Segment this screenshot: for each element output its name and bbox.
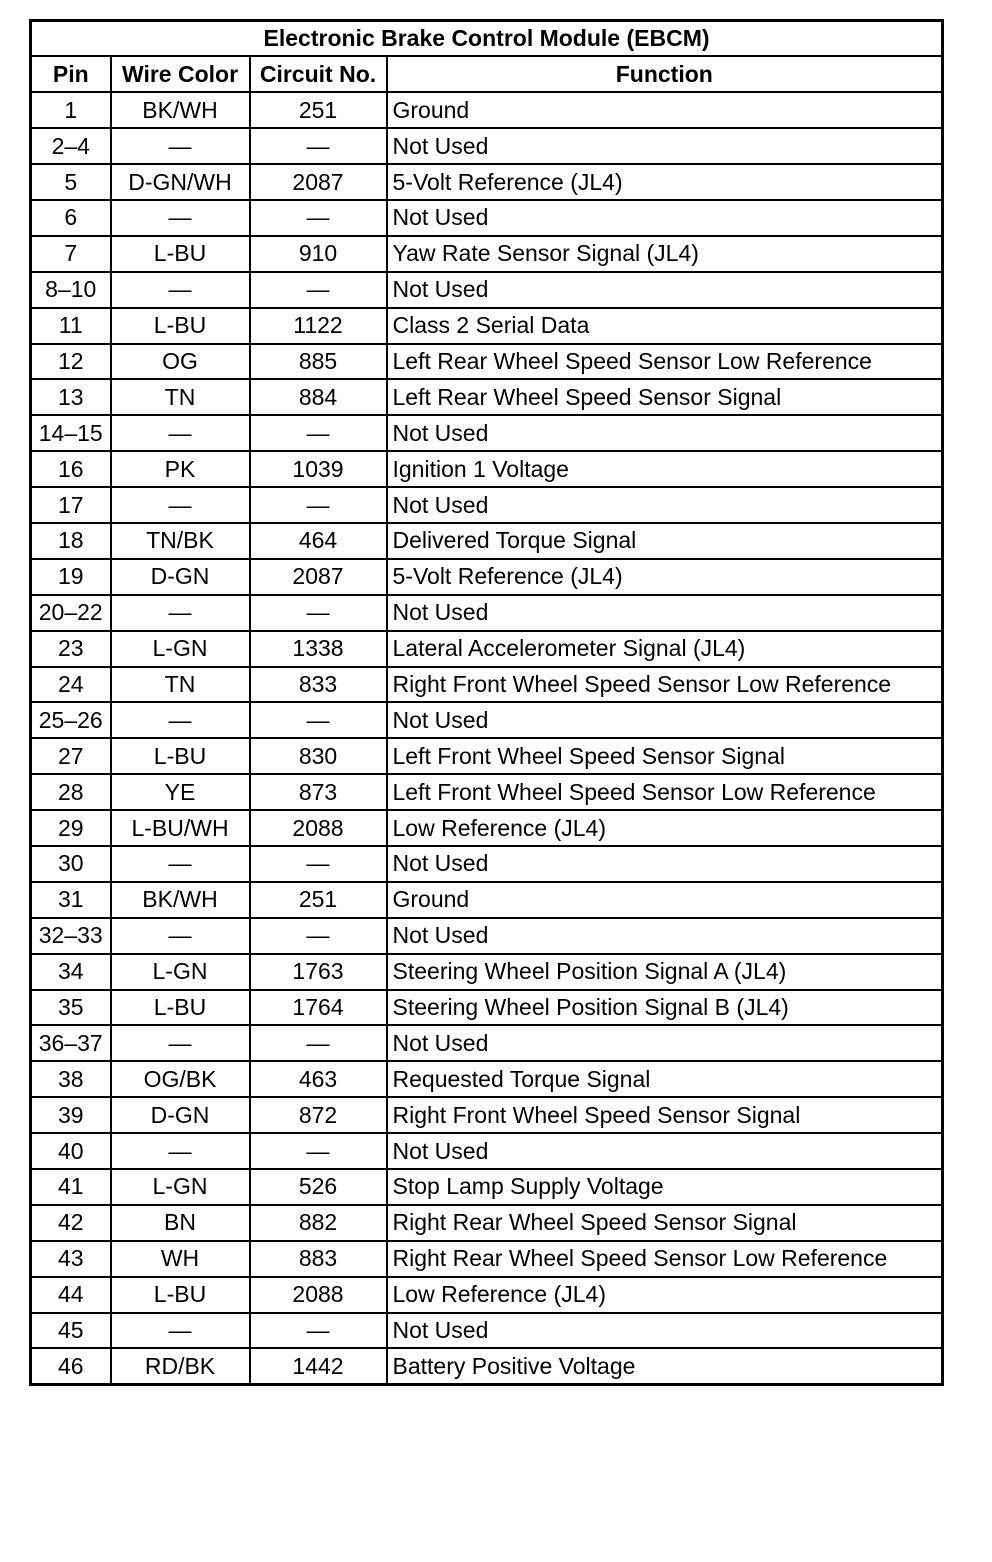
function-cell: Ignition 1 Voltage [387, 451, 943, 487]
function-cell: Requested Torque Signal [387, 1061, 943, 1097]
function-cell: Steering Wheel Position Signal B (JL4) [387, 990, 943, 1026]
pin-cell: 11 [31, 308, 111, 344]
circuit-no-cell: 251 [250, 92, 387, 128]
header-pin: Pin [31, 56, 111, 92]
function-cell: Right Front Wheel Speed Sensor Signal [387, 1097, 943, 1133]
pin-cell: 1 [31, 92, 111, 128]
table-row [31, 1241, 943, 1277]
function-cell: Left Front Wheel Speed Sensor Low Reference [387, 774, 943, 810]
pin-cell: 46 [31, 1348, 111, 1384]
pin-cell: 35 [31, 990, 111, 1026]
table-row [31, 523, 943, 559]
function-cell: 5-Volt Reference (JL4) [387, 164, 943, 200]
table-row [31, 631, 943, 667]
wire-color-cell: BN [111, 1205, 250, 1241]
table-title: Electronic Brake Control Module (EBCM) [31, 21, 943, 57]
wire-color-cell: BK/WH [111, 882, 250, 918]
circuit-no-cell: — [250, 128, 387, 164]
wire-color-cell: — [111, 702, 250, 738]
wire-color-cell: L-BU [111, 308, 250, 344]
function-cell: Not Used [387, 487, 943, 523]
table-row [31, 1025, 943, 1061]
circuit-no-cell: — [250, 200, 387, 236]
wire-color-cell: L-BU [111, 738, 250, 774]
wire-color-cell: PK [111, 451, 250, 487]
wire-color-cell: RD/BK [111, 1348, 250, 1384]
function-cell: Battery Positive Voltage [387, 1348, 943, 1384]
wire-color-cell: D-GN [111, 559, 250, 595]
pin-cell: 38 [31, 1061, 111, 1097]
table-row [31, 164, 943, 200]
circuit-no-cell: 884 [250, 379, 387, 415]
table-row [31, 595, 943, 631]
table-row [31, 882, 943, 918]
function-cell: Ground [387, 882, 943, 918]
circuit-no-cell: 1442 [250, 1348, 387, 1384]
wire-color-cell: L-GN [111, 1169, 250, 1205]
table-row [31, 667, 943, 703]
pin-cell: 14–15 [31, 415, 111, 451]
pin-cell: 17 [31, 487, 111, 523]
function-cell: Left Front Wheel Speed Sensor Signal [387, 738, 943, 774]
function-cell: Low Reference (JL4) [387, 810, 943, 846]
table-row [31, 1133, 943, 1169]
circuit-no-cell: — [250, 1133, 387, 1169]
circuit-no-cell: — [250, 846, 387, 882]
wire-color-cell: — [111, 1313, 250, 1349]
table-row [31, 451, 943, 487]
header-function: Function [387, 56, 943, 92]
function-cell: Ground [387, 92, 943, 128]
function-cell: Not Used [387, 918, 943, 954]
function-cell: Lateral Accelerometer Signal (JL4) [387, 631, 943, 667]
table-row [31, 1313, 943, 1349]
pin-cell: 7 [31, 236, 111, 272]
circuit-no-cell: — [250, 702, 387, 738]
function-cell: Right Rear Wheel Speed Sensor Signal [387, 1205, 943, 1241]
circuit-no-cell: — [250, 595, 387, 631]
pin-cell: 42 [31, 1205, 111, 1241]
wire-color-cell: — [111, 846, 250, 882]
table-row [31, 774, 943, 810]
circuit-no-cell: 1338 [250, 631, 387, 667]
pin-cell: 40 [31, 1133, 111, 1169]
circuit-no-cell: 464 [250, 523, 387, 559]
wire-color-cell: OG/BK [111, 1061, 250, 1097]
table-row [31, 272, 943, 308]
wire-color-cell: — [111, 200, 250, 236]
function-cell: Class 2 Serial Data [387, 308, 943, 344]
circuit-no-cell: — [250, 415, 387, 451]
circuit-no-cell: 2088 [250, 1277, 387, 1313]
wire-color-cell: TN [111, 379, 250, 415]
function-cell: Left Rear Wheel Speed Sensor Low Reference [387, 344, 943, 380]
circuit-no-cell: 463 [250, 1061, 387, 1097]
function-cell: Not Used [387, 595, 943, 631]
table-row [31, 954, 943, 990]
circuit-no-cell: 833 [250, 667, 387, 703]
function-cell: Low Reference (JL4) [387, 1277, 943, 1313]
function-cell: Yaw Rate Sensor Signal (JL4) [387, 236, 943, 272]
table-row [31, 92, 943, 128]
wire-color-cell: TN/BK [111, 523, 250, 559]
table-row [31, 1205, 943, 1241]
circuit-no-cell: 526 [250, 1169, 387, 1205]
circuit-no-cell: 2087 [250, 164, 387, 200]
circuit-no-cell: 910 [250, 236, 387, 272]
table-row [31, 236, 943, 272]
wire-color-cell: L-BU/WH [111, 810, 250, 846]
function-cell: Not Used [387, 1133, 943, 1169]
wire-color-cell: L-BU [111, 990, 250, 1026]
wire-color-cell: D-GN [111, 1097, 250, 1133]
wire-color-cell: OG [111, 344, 250, 380]
pin-cell: 44 [31, 1277, 111, 1313]
pin-cell: 13 [31, 379, 111, 415]
pin-cell: 6 [31, 200, 111, 236]
table-row [31, 128, 943, 164]
table-row [31, 990, 943, 1026]
pin-cell: 20–22 [31, 595, 111, 631]
circuit-no-cell: 873 [250, 774, 387, 810]
wire-color-cell: L-BU [111, 236, 250, 272]
function-cell: Right Rear Wheel Speed Sensor Low Reference [387, 1241, 943, 1277]
table-row [31, 918, 943, 954]
function-cell: Not Used [387, 415, 943, 451]
circuit-no-cell: 883 [250, 1241, 387, 1277]
wire-color-cell: YE [111, 774, 250, 810]
circuit-no-cell: 1039 [250, 451, 387, 487]
circuit-no-cell: 1122 [250, 308, 387, 344]
function-cell: Right Front Wheel Speed Sensor Low Reference [387, 667, 943, 703]
wire-color-cell: — [111, 415, 250, 451]
table-row [31, 1277, 943, 1313]
table-row [31, 559, 943, 595]
pin-cell: 28 [31, 774, 111, 810]
wire-color-cell: L-BU [111, 1277, 250, 1313]
function-cell: Not Used [387, 272, 943, 308]
pin-cell: 18 [31, 523, 111, 559]
wire-color-cell: L-GN [111, 954, 250, 990]
pin-cell: 23 [31, 631, 111, 667]
table-row [31, 1061, 943, 1097]
wire-color-cell: L-GN [111, 631, 250, 667]
function-cell: Not Used [387, 128, 943, 164]
ebcm-pinout-table [29, 19, 944, 1386]
table-row [31, 1097, 943, 1133]
circuit-no-cell: — [250, 1025, 387, 1061]
table-row [31, 1169, 943, 1205]
function-cell: 5-Volt Reference (JL4) [387, 559, 943, 595]
function-cell: Not Used [387, 702, 943, 738]
table-row [31, 344, 943, 380]
table-row [31, 379, 943, 415]
circuit-no-cell: 1763 [250, 954, 387, 990]
pin-cell: 24 [31, 667, 111, 703]
circuit-no-cell: — [250, 1313, 387, 1349]
circuit-no-cell: 1764 [250, 990, 387, 1026]
table-row [31, 738, 943, 774]
wire-color-cell: WH [111, 1241, 250, 1277]
function-cell: Steering Wheel Position Signal A (JL4) [387, 954, 943, 990]
table-row [31, 702, 943, 738]
pin-cell: 30 [31, 846, 111, 882]
table-row [31, 487, 943, 523]
pin-cell: 27 [31, 738, 111, 774]
wire-color-cell: — [111, 128, 250, 164]
function-cell: Left Rear Wheel Speed Sensor Signal [387, 379, 943, 415]
circuit-no-cell: 251 [250, 882, 387, 918]
pin-cell: 5 [31, 164, 111, 200]
circuit-no-cell: — [250, 918, 387, 954]
pin-cell: 16 [31, 451, 111, 487]
wire-color-cell: TN [111, 667, 250, 703]
table-body [31, 92, 943, 1384]
pin-cell: 34 [31, 954, 111, 990]
wire-color-cell: — [111, 918, 250, 954]
pin-cell: 25–26 [31, 702, 111, 738]
pin-cell: 45 [31, 1313, 111, 1349]
function-cell: Not Used [387, 846, 943, 882]
circuit-no-cell: 882 [250, 1205, 387, 1241]
wire-color-cell: — [111, 595, 250, 631]
header-wire-color: Wire Color [111, 56, 250, 92]
circuit-no-cell: 2087 [250, 559, 387, 595]
function-cell: Not Used [387, 1313, 943, 1349]
circuit-no-cell: — [250, 272, 387, 308]
wire-color-cell: — [111, 1133, 250, 1169]
function-cell: Not Used [387, 200, 943, 236]
pin-cell: 8–10 [31, 272, 111, 308]
function-cell: Stop Lamp Supply Voltage [387, 1169, 943, 1205]
circuit-no-cell: 872 [250, 1097, 387, 1133]
pin-cell: 41 [31, 1169, 111, 1205]
header-circuit-no: Circuit No. [250, 56, 387, 92]
pin-cell: 2–4 [31, 128, 111, 164]
pin-cell: 19 [31, 559, 111, 595]
pin-cell: 31 [31, 882, 111, 918]
circuit-no-cell: 2088 [250, 810, 387, 846]
table-row [31, 1348, 943, 1384]
wire-color-cell: — [111, 1025, 250, 1061]
wire-color-cell: D-GN/WH [111, 164, 250, 200]
table-header-row [31, 56, 943, 92]
table-row [31, 308, 943, 344]
function-cell: Not Used [387, 1025, 943, 1061]
pin-cell: 43 [31, 1241, 111, 1277]
circuit-no-cell: — [250, 487, 387, 523]
wire-color-cell: BK/WH [111, 92, 250, 128]
pin-cell: 12 [31, 344, 111, 380]
pin-cell: 32–33 [31, 918, 111, 954]
table-row [31, 200, 943, 236]
circuit-no-cell: 885 [250, 344, 387, 380]
pin-cell: 36–37 [31, 1025, 111, 1061]
table-row [31, 810, 943, 846]
circuit-no-cell: 830 [250, 738, 387, 774]
wire-color-cell: — [111, 272, 250, 308]
pin-cell: 29 [31, 810, 111, 846]
wire-color-cell: — [111, 487, 250, 523]
table-row [31, 846, 943, 882]
function-cell: Delivered Torque Signal [387, 523, 943, 559]
pin-cell: 39 [31, 1097, 111, 1133]
table-title-row [31, 21, 943, 57]
table-row [31, 415, 943, 451]
